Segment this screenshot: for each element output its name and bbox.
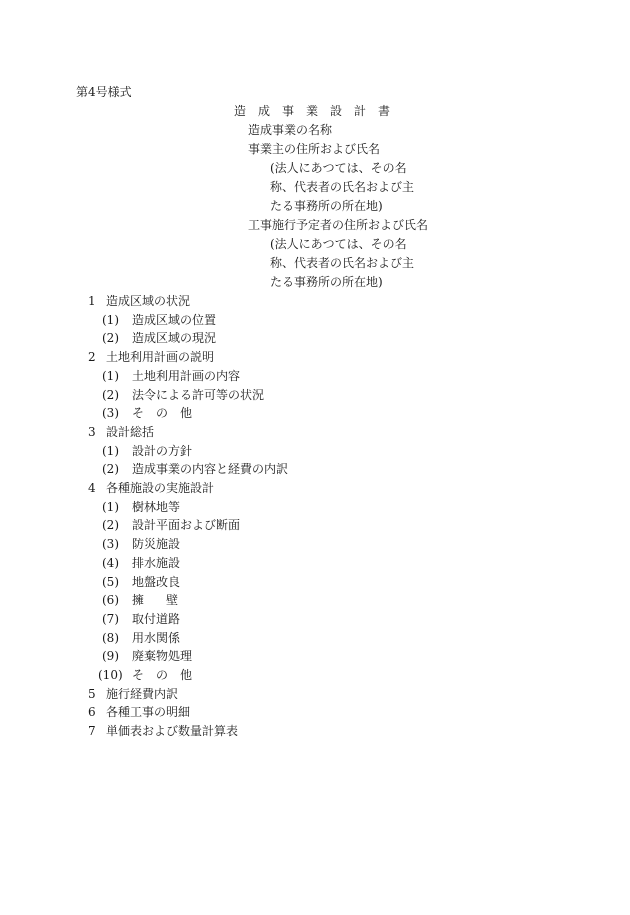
subsection-label: 取付道路: [132, 611, 181, 626]
subsection-label: 土地利用計画の内容: [132, 368, 241, 383]
section-heading: [88, 686, 178, 702]
section-label: 施行経費内訳: [106, 686, 179, 701]
subsection-item: [102, 443, 192, 459]
section-label: 造成区域の状況: [106, 294, 191, 308]
section-number: 6: [88, 705, 96, 720]
subsection-number: (1): [102, 368, 119, 383]
section-number: 5: [88, 686, 96, 701]
subsection-label: 排水施設: [132, 555, 181, 570]
header-line: 称、代表者の氏名および主: [270, 180, 415, 194]
subsection-item: [98, 667, 204, 683]
subsection-item: [102, 330, 216, 346]
subsection-label: 樹林地等: [132, 499, 181, 514]
subsection-label: 防災施設: [132, 537, 181, 552]
header-line: (法人にあつては、その名: [270, 237, 407, 251]
subsection-label: その他: [132, 668, 205, 682]
subsection-item: [102, 648, 192, 664]
subsection-number: (3): [102, 406, 119, 421]
subsection-number: (9): [102, 649, 119, 664]
subsection-item: [102, 405, 204, 421]
header-line: たる事務所の所在地): [270, 275, 383, 289]
subsection-label: 廃棄物処理: [132, 649, 193, 664]
section-heading: [88, 293, 190, 309]
subsection-label: 造成区域の位置: [132, 312, 217, 327]
subsection-label: 造成事業の内容と経費の内訳: [132, 462, 289, 477]
subsection-item: [102, 630, 180, 646]
subsection-item: [102, 611, 180, 627]
subsection-number: (2): [102, 518, 119, 533]
subsection-number: (6): [102, 593, 119, 608]
subsection-item: [102, 312, 216, 328]
subsection-item: [102, 536, 180, 552]
section-heading: [88, 704, 190, 720]
section-label: 各種施設の実施設計: [106, 481, 215, 495]
section-heading: [88, 723, 238, 739]
subsection-label: 法令による許可等の状況: [132, 387, 265, 402]
subsection-label: 造成区域の現況: [132, 331, 217, 346]
subsection-label: 設計平面および断面: [132, 518, 241, 533]
subsection-number: (3): [102, 537, 119, 552]
section-heading: [88, 349, 214, 365]
header-line: 称、代表者の氏名および主: [270, 256, 415, 270]
subsection-label: 設計の方針: [132, 443, 193, 458]
subsection-number: (1): [102, 443, 119, 458]
subsection-item: [102, 387, 264, 403]
subsection-number: (2): [102, 462, 119, 477]
subsection-number: (1): [102, 499, 119, 514]
header-line: 事業主の住所および氏名: [248, 142, 381, 156]
subsection-label: 用水関係: [132, 630, 181, 645]
subsection-label: 擁壁: [132, 593, 201, 608]
subsection-number: (2): [102, 331, 119, 346]
section-number: 4: [88, 481, 96, 495]
subsection-number: (8): [102, 630, 119, 645]
subsection-label: その他: [132, 406, 205, 421]
subsection-item: [102, 555, 180, 571]
section-number: 1: [88, 294, 96, 308]
subsection-number: (2): [102, 387, 119, 402]
subsection-item: [102, 461, 288, 477]
section-number: 2: [88, 350, 96, 365]
header-line: 造成事業の名称: [248, 123, 333, 137]
header-line: (法人にあつては、その名: [270, 161, 407, 175]
subsection-number: (10): [98, 668, 123, 682]
subsection-number: (5): [102, 574, 119, 589]
subsection-item: [102, 517, 240, 533]
section-number: 7: [88, 724, 96, 739]
section-heading: [88, 424, 154, 440]
form-number-label: 第4号様式: [76, 85, 132, 99]
subsection-item: [102, 368, 240, 384]
section-label: 単価表および数量計算表: [106, 724, 239, 739]
section-label: 各種工事の明細: [106, 705, 191, 720]
subsection-item: [102, 574, 180, 590]
subsection-item: [102, 499, 180, 515]
section-label: 設計総括: [106, 424, 155, 439]
header-line: 工事施行予定者の住所および氏名: [248, 218, 429, 232]
subsection-number: (4): [102, 555, 119, 570]
subsection-number: (1): [102, 312, 119, 327]
header-line: たる事務所の所在地): [270, 199, 383, 213]
document-title: 造成事業設計書: [234, 104, 403, 118]
section-number: 3: [88, 424, 96, 439]
subsection-item: [102, 592, 200, 608]
subsection-label: 地盤改良: [132, 574, 181, 589]
section-heading: [88, 480, 214, 496]
section-label: 土地利用計画の説明: [106, 350, 215, 365]
subsection-number: (7): [102, 611, 119, 626]
